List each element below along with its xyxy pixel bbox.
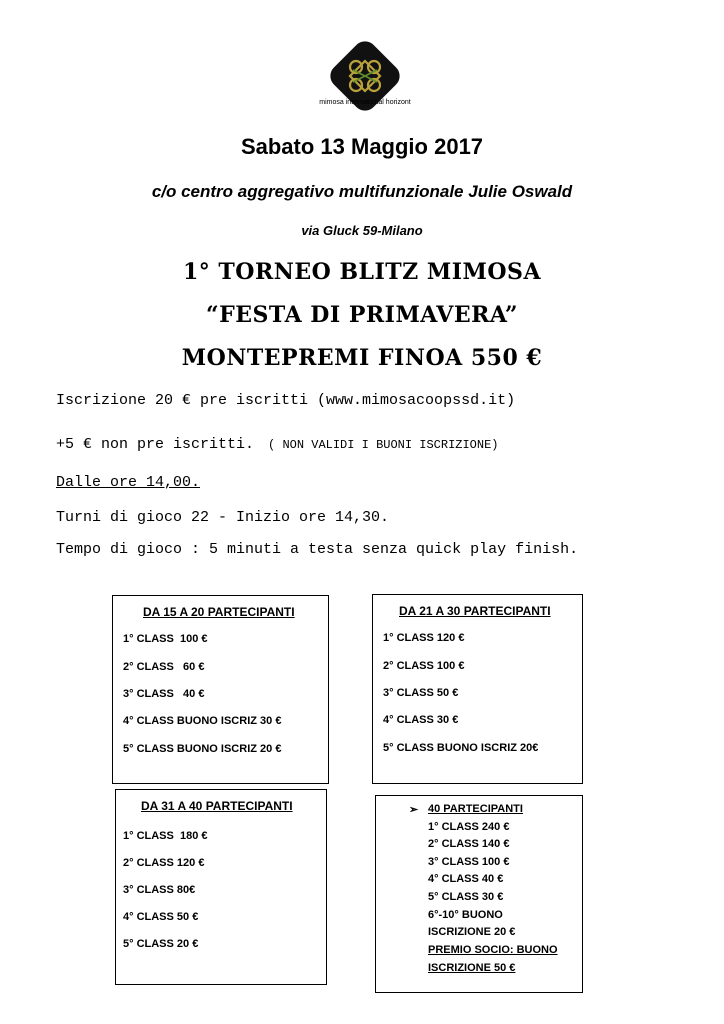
prize-row: 5° CLASS 30 € — [428, 891, 504, 903]
logo-caption: mimosa international horizont — [319, 99, 411, 106]
prize-row: 2° CLASS 120 € — [123, 857, 205, 869]
logo — [323, 40, 407, 118]
prize-row: 1° CLASS 100 € — [123, 633, 208, 645]
prize-row: 3° CLASS 40 € — [123, 688, 205, 700]
prize-row: 3° CLASS 80€ — [123, 884, 196, 896]
prize-box-21-30 — [372, 594, 583, 784]
prize-row: 1° CLASS 240 € — [428, 821, 510, 833]
event-address: via Gluck 59-Milano — [301, 223, 423, 238]
prize-row: ISCRIZIONE 50 € — [428, 962, 516, 974]
rounds-info: Turni di gioco 22 - Inizio ore 14,30. — [56, 509, 390, 526]
extra-fee-note: ( NON VALIDI I BUONI ISCRIZIONE) — [268, 438, 499, 452]
prize-pool: MONTEPREMI FINOA 550 € — [181, 345, 543, 371]
prize-row: 2° CLASS 60 € — [123, 661, 205, 673]
prize-row: 3° CLASS 50 € — [383, 687, 459, 699]
prize-row: PREMIO SOCIO: BUONO — [428, 944, 558, 956]
prize-row: 4° CLASS 30 € — [383, 714, 459, 726]
prize-box-title: DA 31 A 40 PARTECIPANTI — [141, 799, 293, 813]
prize-row: 4° CLASS 40 € — [428, 873, 504, 885]
extra-fee: +5 € non pre iscritti. — [56, 436, 255, 453]
start-time: Dalle ore 14,00. — [56, 474, 201, 491]
prize-box-40 — [375, 795, 583, 993]
prize-box-31-40 — [115, 789, 327, 985]
prize-row: 6°-10° BUONO — [428, 909, 503, 921]
prize-row: 1° CLASS 180 € — [123, 830, 208, 842]
endless-knot-icon — [323, 40, 407, 118]
prize-box-title: DA 21 A 30 PARTECIPANTI — [399, 604, 551, 618]
prize-row: 4° CLASS 50 € — [123, 911, 199, 923]
prize-row: 2° CLASS 140 € — [428, 838, 510, 850]
prize-row: 3° CLASS 100 € — [428, 856, 510, 868]
prize-box-title: 40 PARTECIPANTI — [428, 803, 523, 815]
prize-row: 5° CLASS BUONO ISCRIZ 20€ — [383, 742, 539, 754]
prize-row: 4° CLASS BUONO ISCRIZ 30 € — [123, 715, 282, 727]
event-venue: c/o centro aggregativo multifunzionale Julie Oswald — [151, 182, 573, 201]
extra-fee-line — [56, 436, 498, 453]
tournament-subtitle: “FESTA DI PRIMAVERA” — [205, 302, 519, 328]
prize-row: 5° CLASS 20 € — [123, 938, 199, 950]
tournament-title: 1° TORNEO BLITZ MIMOSA — [182, 259, 542, 285]
event-date: Sabato 13 Maggio 2017 — [240, 134, 484, 159]
prize-box-title: DA 15 A 20 PARTECIPANTI — [143, 605, 295, 619]
prize-row: ISCRIZIONE 20 € — [428, 926, 516, 938]
registration-fee: Iscrizione 20 € pre iscritti (www.mimosacoopssd.it) — [56, 392, 516, 409]
prize-box-15-20 — [112, 595, 329, 784]
arrow-bullet-icon: ➢ — [409, 804, 419, 816]
time-control: Tempo di gioco : 5 minuti a testa senza quick play finish. — [56, 541, 579, 558]
prize-row: 1° CLASS 120 € — [383, 632, 465, 644]
prize-row: 2° CLASS 100 € — [383, 660, 465, 672]
prize-row: 5° CLASS BUONO ISCRIZ 20 € — [123, 743, 282, 755]
